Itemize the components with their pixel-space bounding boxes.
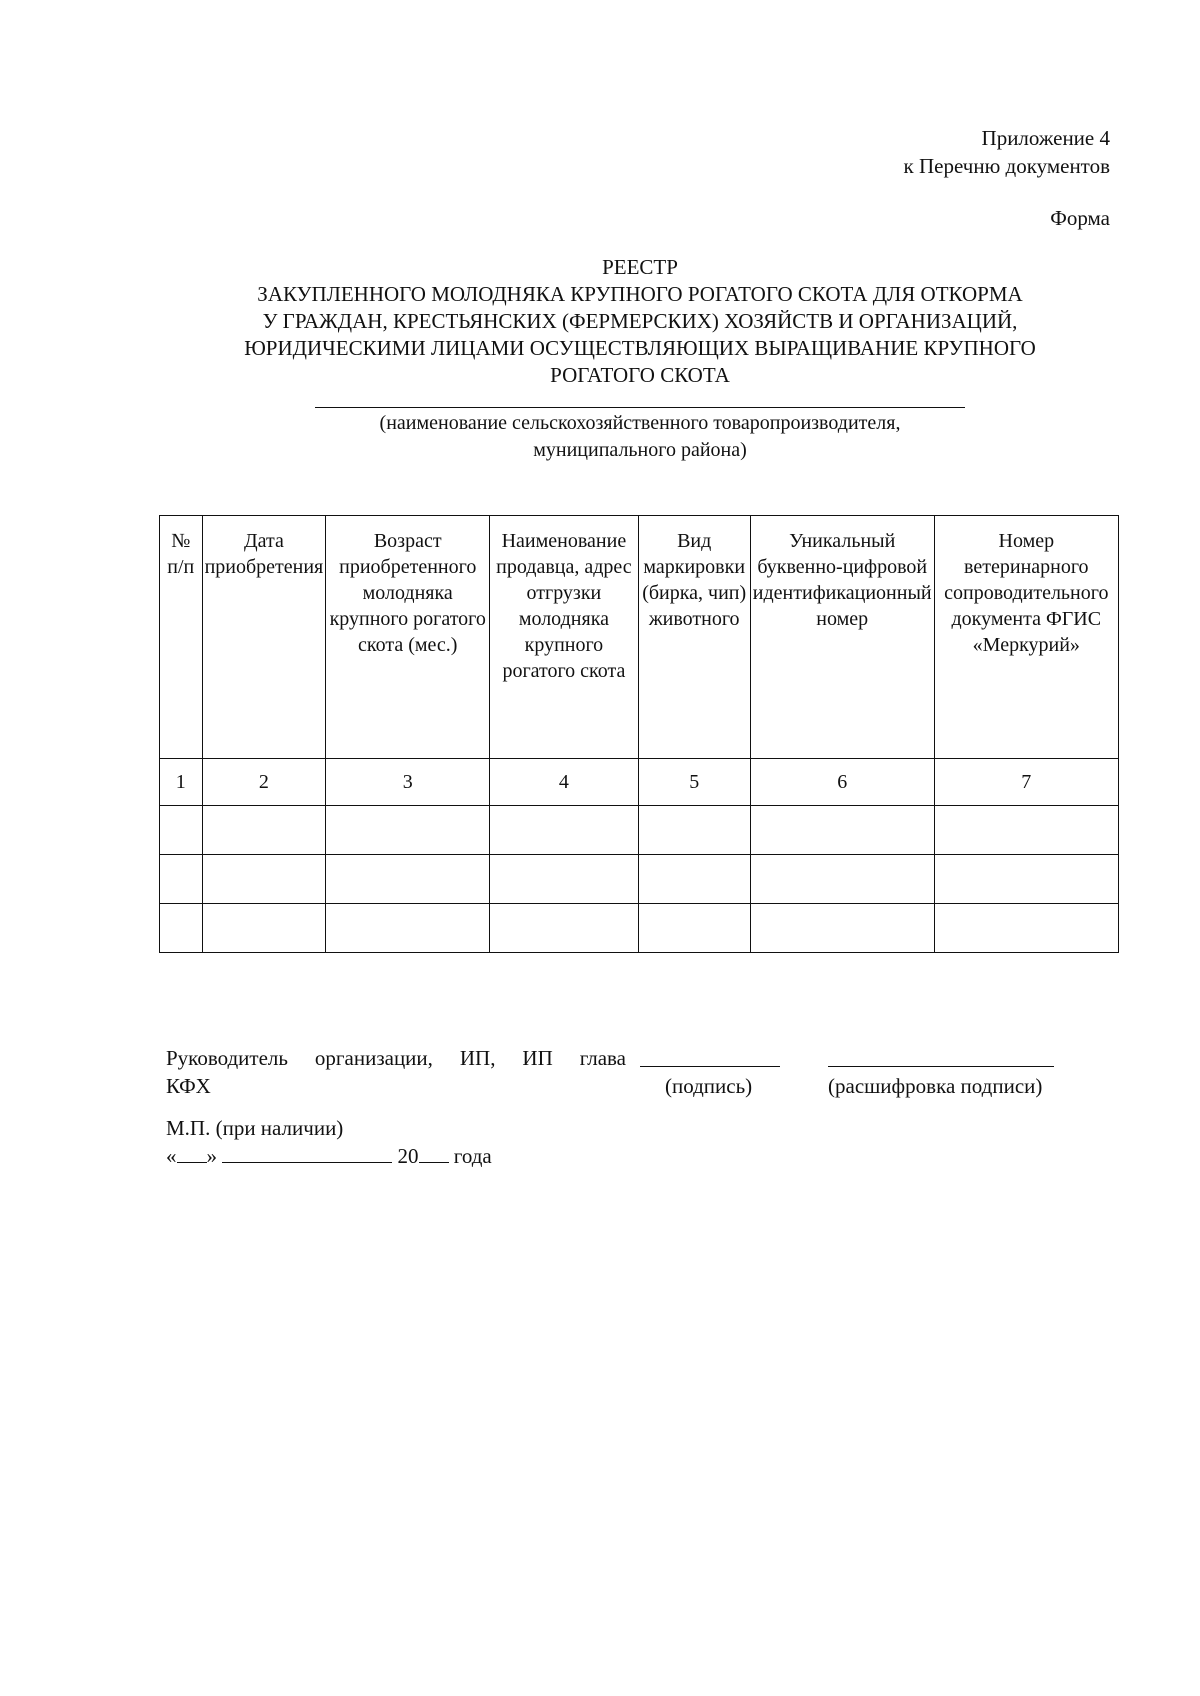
form-label: Форма: [1050, 206, 1110, 230]
empty-cell[interactable]: [202, 904, 326, 953]
empty-cell[interactable]: [490, 806, 638, 855]
date-field: [166, 1142, 492, 1170]
column-number: 1: [160, 759, 203, 806]
empty-cell[interactable]: [638, 904, 750, 953]
empty-cell[interactable]: [326, 806, 490, 855]
empty-cell[interactable]: [202, 855, 326, 904]
annex-line-1: Приложение 4: [981, 126, 1110, 150]
month-blank[interactable]: [222, 1142, 392, 1163]
empty-cell[interactable]: [750, 806, 934, 855]
title-line-3: У ГРАЖДАН, КРЕСТЬЯНСКИХ (ФЕРМЕРСКИХ) ХОЗЯЙСТВ И ОРГАНИЗАЦИЙ,: [262, 309, 1018, 333]
year-prefix: 20: [397, 1144, 419, 1168]
registry-table: [159, 515, 1119, 953]
annex-line-2: к Перечню документов: [903, 154, 1110, 178]
date-close-quote: »: [206, 1144, 217, 1168]
header-cell: Возраст приобретенного молодняка крупного рогатого скота (мес.): [326, 516, 490, 759]
header-cell: Номер ветеринарного сопроводительного документа ФГИС «Меркурий»: [934, 516, 1118, 759]
signatory-block: [166, 1044, 626, 1100]
column-number: 2: [202, 759, 326, 806]
title-line-2: ЗАКУПЛЕННОГО МОЛОДНЯКА КРУПНОГО РОГАТОГО СКОТА ДЛЯ ОТКОРМА: [257, 282, 1023, 306]
column-number: 7: [934, 759, 1118, 806]
empty-cell[interactable]: [490, 855, 638, 904]
producer-name-blank-line[interactable]: [315, 407, 965, 408]
header-cell: Вид маркировки (бирка, чип) животного: [638, 516, 750, 759]
column-number: 3: [326, 759, 490, 806]
empty-cell[interactable]: [934, 855, 1118, 904]
empty-cell[interactable]: [202, 806, 326, 855]
signature-decoding-caption: (расшифровка подписи): [828, 1074, 1043, 1098]
annex-reference: [904, 124, 1110, 180]
empty-cell[interactable]: [490, 904, 638, 953]
empty-cell[interactable]: [638, 855, 750, 904]
empty-cell[interactable]: [750, 855, 934, 904]
stamp-label: М.П. (при наличии): [166, 1116, 344, 1140]
producer-name-caption: [300, 410, 980, 464]
title-line-5: РОГАТОГО СКОТА: [550, 363, 730, 387]
signature-decoding-blank-line[interactable]: [828, 1066, 1054, 1067]
empty-cell[interactable]: [638, 806, 750, 855]
column-number: 4: [490, 759, 638, 806]
signature-blank-line[interactable]: [640, 1066, 780, 1067]
day-blank[interactable]: [177, 1142, 207, 1163]
header-cell: Дата приобретения: [202, 516, 326, 759]
signature-caption: (подпись): [665, 1074, 753, 1098]
column-number: 5: [638, 759, 750, 806]
year-suffix: года: [453, 1144, 492, 1168]
title-line-1: РЕЕСТР: [602, 255, 678, 279]
empty-cell[interactable]: [326, 904, 490, 953]
table-row: [160, 855, 1119, 904]
column-number: 6: [750, 759, 934, 806]
header-cell: Уникальный буквенно-цифровой идентификационный номер: [750, 516, 934, 759]
table-header-row: [160, 516, 1119, 759]
signatory-role-cont: КФХ: [166, 1074, 211, 1098]
empty-cell[interactable]: [326, 855, 490, 904]
caption-line-2: муниципального района): [533, 439, 747, 461]
empty-cell[interactable]: [160, 904, 203, 953]
title-line-4: ЮРИДИЧЕСКИМИ ЛИЦАМИ ОСУЩЕСТВЛЯЮЩИХ ВЫРАЩИВАНИЕ КРУПНОГО: [244, 336, 1036, 360]
signatory-role: Руководитель организации, ИП, ИП глава: [166, 1046, 626, 1070]
table-row: [160, 904, 1119, 953]
empty-cell[interactable]: [160, 806, 203, 855]
table-row: [160, 806, 1119, 855]
date-open-quote: «: [166, 1144, 177, 1168]
year-blank[interactable]: [419, 1142, 449, 1163]
column-number-row: [160, 759, 1119, 806]
document-title: [160, 254, 1120, 389]
header-cell: Наименование продавца, адрес отгрузки молодняка крупного рогатого скота: [490, 516, 638, 759]
caption-line-1: (наименование сельскохозяйственного товаропроизводителя,: [379, 412, 901, 434]
empty-cell[interactable]: [934, 806, 1118, 855]
empty-cell[interactable]: [160, 855, 203, 904]
empty-cell[interactable]: [750, 904, 934, 953]
header-cell: № п/п: [160, 516, 203, 759]
empty-cell[interactable]: [934, 904, 1118, 953]
